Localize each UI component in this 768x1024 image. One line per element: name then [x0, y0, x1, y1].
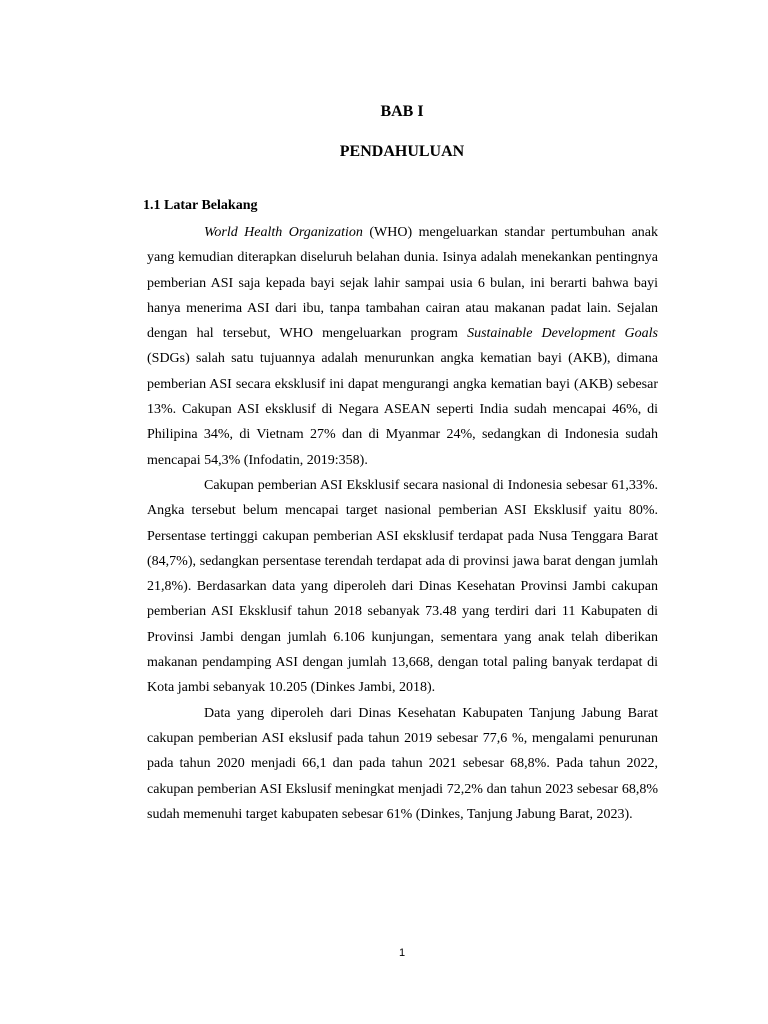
paragraph-1-italic-lead: World Health Organization [204, 225, 363, 240]
chapter-number: BAB I [380, 103, 424, 120]
paragraph-1-text-b: (SDGs) salah satu tujuannya adalah menurunkan angka kematian bayi (AKB), dimana pemberian ASI secara eksklusif ini dapat mengurangi angka kematian bayi (AKB) sebesar 13%. Cakupan ASI eksklusif di Negara ASEAN seperti India sudah mencapai 46%, di Philipina 34%, di Vietnam 27% dan di Myanmar 24%, sedangkan di Indonesia sudah mencapai 54,3% (Infodatin, 2019:358). [147, 351, 658, 468]
paragraph-1-italic-mid: Sustainable Development Goals [467, 326, 658, 342]
paragraph-2: Cakupan pemberian ASI Eksklusif secara nasional di Indonesia sebesar 61,33%. Angka tersebut belum mencapai target nasional pemberian ASI Eksklusif yaitu 80%. Persentase tertinggi cakupan pemberian ASI eksklusif terdapat pada Nusa Tenggara Barat (84,7%), sedangkan persentase terendah terdapat ada di provinsi jawa barat dengan jumlah 21,8%). Berdasarkan data yang diperoleh dari Dinas Kesehatan Provinsi Jambi cakupan pemberian ASI Eksklusif tahun 2018 sebanyak 73.48 yang terdiri dari 11 Kabupaten di Provinsi Jambi dengan jumlah 6.106 kunjungan, sementara yang anak telah diberikan makanan pendamping ASI dengan jumlah 13,668, dengan total paling banyak terdapat di Kota jambi sebanyak 10.205 (Dinkes Jambi, 2018). [147, 477, 658, 696]
page-number: 1 [398, 947, 406, 959]
chapter-title: PENDAHULUAN [339, 143, 465, 160]
paragraph-1 [147, 220, 658, 473]
body-text [147, 220, 658, 827]
paragraph-1-text-a: (WHO) mengeluarkan standar pertumbuhan anak yang kemudian diterapkan diseluruh belahan dunia. Isinya adalah menekankan pentingnya pemberian ASI saja kepada bayi sejak lahir sampai usia 6 bulan, ini berarti bahwa bayi hanya menerima ASI dari ibu, tanpa tambahan cairan atau makanan padat lain. Sejalan dengan hal tersebut, WHO mengeluarkan program [147, 225, 658, 342]
section-heading: 1.1 Latar Belakang [143, 198, 258, 213]
paragraph-3: Data yang diperoleh dari Dinas Kesehatan Kabupaten Tanjung Jabung Barat cakupan pemberian ASI ekslusif pada tahun 2019 sebesar 77,6 %, mengalami penurunan pada tahun 2020 menjadi 66,1 dan pada tahun 2021 sebesar 68,8%. Pada tahun 2022, cakupan pemberian ASI Ekslusif meningkat menjadi 72,2% dan tahun 2023 sebesar 68,8% sudah memenuhi target kabupaten sebesar 61% (Dinkes, Tanjung Jabung Barat, 2023). [147, 705, 658, 822]
